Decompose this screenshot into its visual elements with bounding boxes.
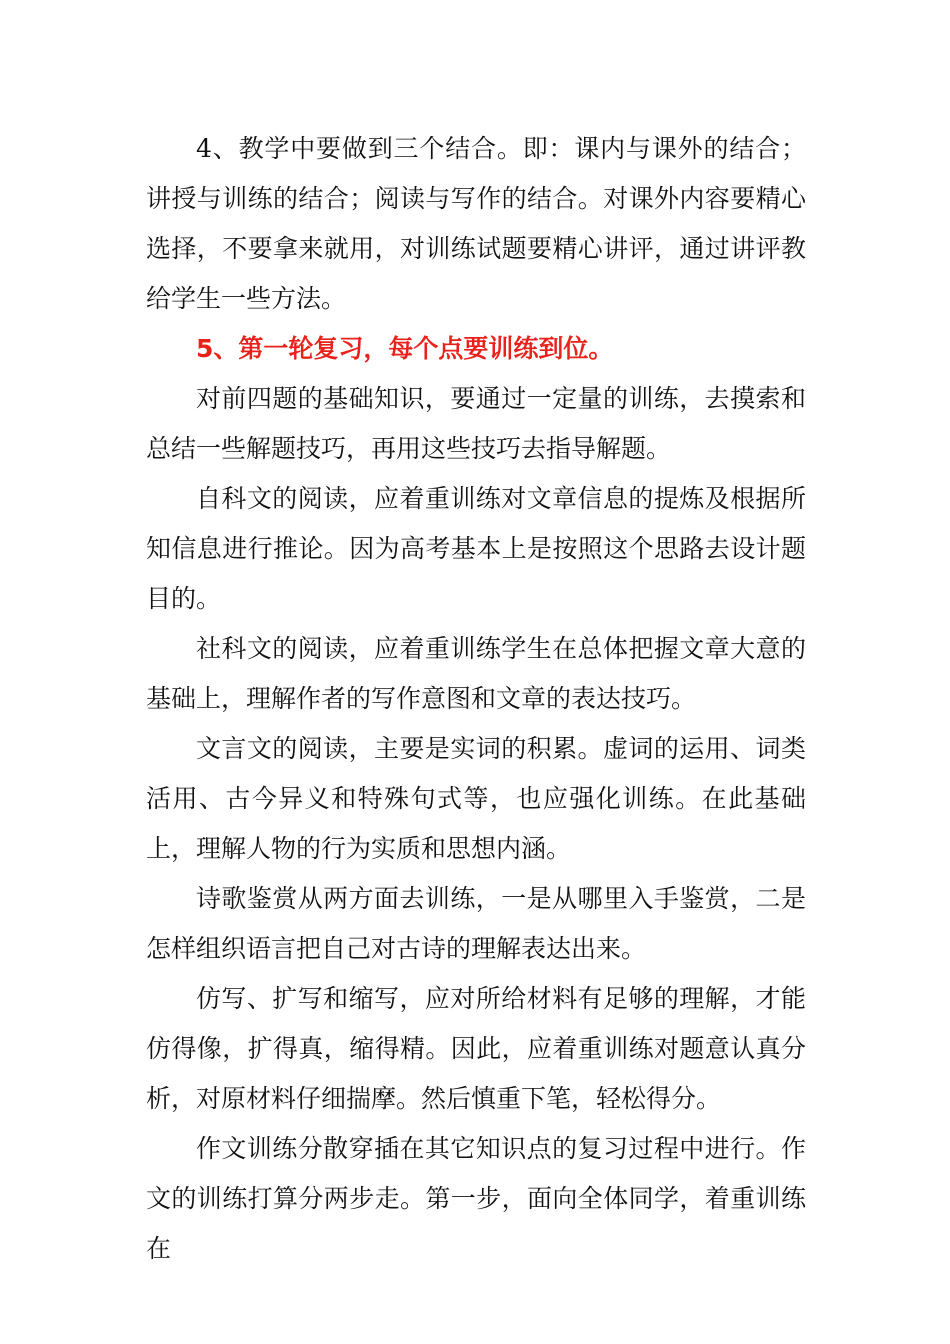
- section-heading-first-round-review: 5、第一轮复习，每个点要训练到位。: [196, 334, 614, 363]
- paragraph-science-reading: 自科文的阅读，应着重训练对文章信息的提炼及根据所知信息进行推论。因为高考基本上是按照这个思路去设计题目的。: [146, 484, 806, 613]
- paragraph-classical-chinese: 文言文的阅读，主要是实词的积累。虚词的运用、词类活用、古今异义和特殊句式等，也应强化训练。在此基础上，理解人物的行为实质和思想内涵。: [146, 734, 806, 863]
- document-body: [146, 124, 806, 1274]
- paragraph-social-science-reading: 社科文的阅读，应着重训练学生在总体把握文章大意的基础上，理解作者的写作意图和文章的表达技巧。: [146, 634, 806, 713]
- paragraph-poetry-appreciation: 诗歌鉴赏从两方面去训练，一是从哪里入手鉴赏，二是怎样组织语言把自己对古诗的理解表达出来。: [146, 884, 806, 963]
- paragraph-basic-knowledge: 对前四题的基础知识，要通过一定量的训练，去摸索和总结一些解题技巧，再用这些技巧去指导解题。: [146, 384, 806, 463]
- paragraph-composition-training: 作文训练分散穿插在其它知识点的复习过程中进行。作文的训练打算分两步走。第一步，面向全体同学，着重训练在: [146, 1134, 806, 1263]
- paragraph-imitation-writing: 仿写、扩写和缩写，应对所给材料有足够的理解，才能仿得像，扩得真，缩得精。因此，应着重训练对题意认真分析，对原材料仔细揣摩。然后慎重下笔，轻松得分。: [146, 984, 806, 1113]
- paragraph-three-combinations: 4、教学中要做到三个结合。即：课内与课外的结合；讲授与训练的结合；阅读与写作的结合。对课外内容要精心选择，不要拿来就用，对训练试题要精心讲评，通过讲评教给学生一些方法。: [146, 134, 806, 313]
